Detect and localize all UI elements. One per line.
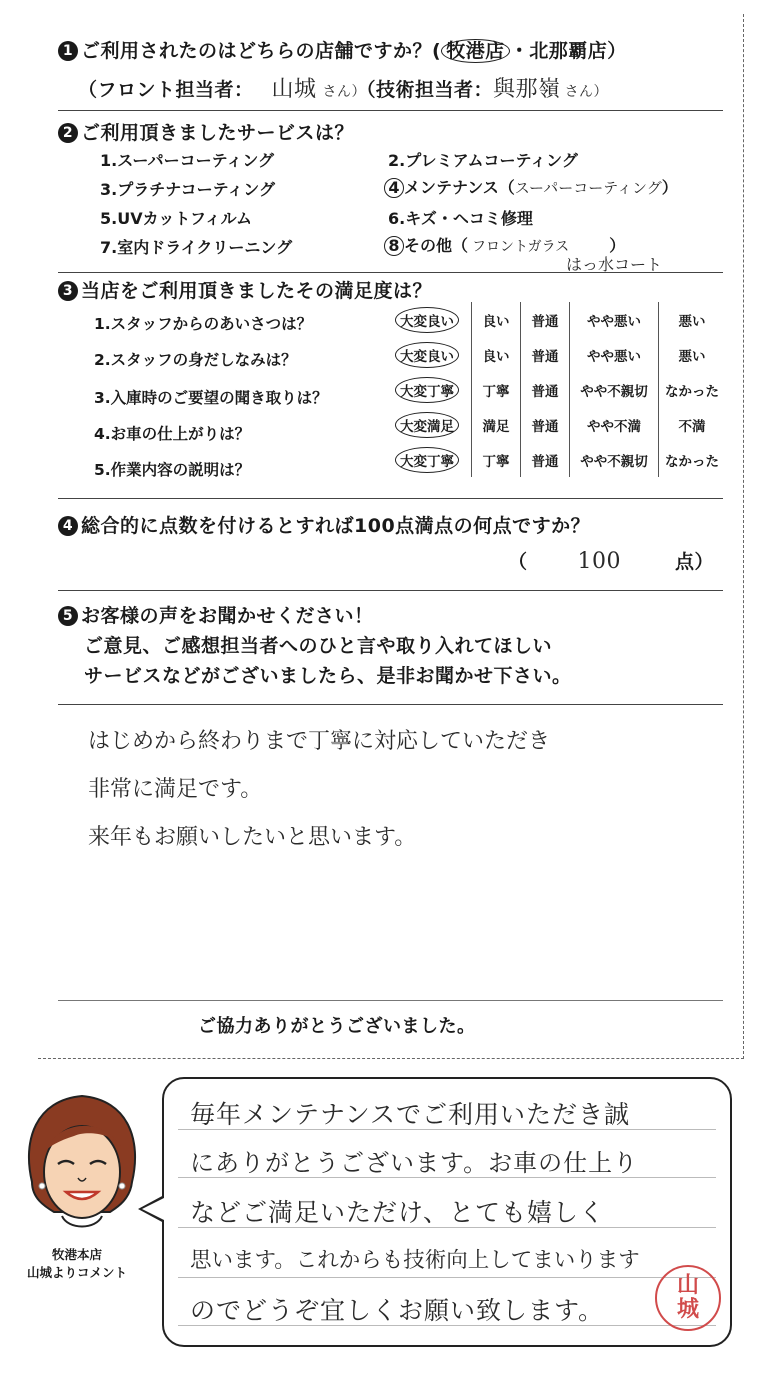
q1-store-other: 北那覇店 [529, 40, 608, 62]
rating-row [383, 407, 725, 442]
front-staff-label: （フロント担当者： [78, 79, 254, 101]
rating-option: やや悪い [570, 302, 659, 337]
divider [58, 590, 723, 591]
rating-option: 不満 [659, 407, 726, 442]
q1-question: ご利用されたのはどちらの店舗ですか？( [81, 40, 442, 62]
divider [58, 704, 723, 705]
rating-option: なかった [659, 372, 726, 407]
rating-option-selected: 大変良い [395, 342, 459, 368]
speech-bubble-tail-inner [142, 1198, 164, 1220]
service-6: 6.キズ・ヘコミ修理 [388, 209, 533, 228]
service-4: 4 メンテナンス（スーパーコーティング） [384, 175, 678, 198]
front-staff-name: 山城 [271, 77, 317, 102]
q4-answer: （ 100 点） [508, 549, 715, 574]
q4-number-icon: 4 [58, 516, 78, 536]
avatar-caption [12, 1246, 142, 1282]
rating-option: 悪い [659, 337, 726, 372]
tech-staff-san: さん） [564, 84, 609, 100]
tech-staff-name: 與那嶺 [493, 77, 561, 102]
service-8: 8 その他（ フロントガラス ） [384, 233, 625, 256]
rating-option: 良い [472, 337, 521, 372]
rating-option: 普通 [521, 302, 570, 337]
name-seal-stamp [655, 1265, 721, 1331]
rating-option: 丁寧 [472, 372, 521, 407]
rating-option: やや不親切 [570, 372, 659, 407]
q5-answer-line-2: 非常に満足です。 [88, 777, 263, 802]
service-5: 5.UVカットフィルム [100, 209, 253, 228]
rating-option: 悪い [659, 302, 726, 337]
rating-option-selected: 大変丁寧 [395, 377, 459, 403]
q5-line-2: ご意見、ご感想担当者へのひと言や取り入れてほしい [84, 635, 553, 657]
rating-option: 普通 [521, 337, 570, 372]
q1-number-icon: 1 [58, 41, 78, 61]
comment-line-4: 思います。これからも技術向上してまいります [190, 1248, 640, 1273]
staff-avatar [18, 1090, 146, 1240]
comment-bubble [162, 1077, 732, 1347]
rating-row [383, 372, 725, 407]
divider [58, 1000, 723, 1001]
service-8-note: フロントガラス [472, 239, 570, 255]
comment-line-5: のでどうぞ宜しくお願い致します。 [190, 1296, 605, 1325]
q2-number-icon: 2 [58, 123, 78, 143]
q3-number-icon: 3 [58, 281, 78, 301]
rating-option: やや悪い [570, 337, 659, 372]
q3-title [58, 276, 432, 303]
comment-line-3: などご満足いただけ、とても嬉しく [190, 1198, 606, 1227]
q5-number-icon: 5 [58, 606, 78, 626]
q4-title [58, 511, 590, 538]
q1-store-selected: 牧港店 [441, 39, 510, 63]
q1-store-separator: ・ [509, 40, 530, 62]
rating-row [383, 302, 725, 337]
q3-question: 当店をご利用頂きましたその満足度は？ [81, 280, 433, 302]
q5-title [58, 601, 374, 628]
front-staff-san: さん） [322, 84, 367, 100]
avatar-caption-store: 牧港本店 [51, 1247, 102, 1262]
q5-line-3: サービスなどがございましたら、是非お聞かせ下さい。 [84, 665, 572, 687]
divider [58, 110, 723, 111]
rating-option: 普通 [521, 407, 570, 442]
q4-score: 100 [577, 549, 622, 574]
q4-question: 総合的に点数を付けるとすれば100点満点の何点ですか？ [81, 515, 591, 537]
ruled-line [178, 1277, 716, 1278]
rating-option: 丁寧 [472, 442, 521, 477]
rating-label-3: 3.入庫時のご要望の聞き取りは？ [94, 389, 328, 407]
divider [58, 272, 723, 273]
divider [58, 498, 723, 499]
comment-line-1: 毎年メンテナンスでご利用いただき誠 [190, 1100, 631, 1129]
tech-staff-label: （技術担当者： [366, 79, 494, 101]
rating-option: なかった [659, 442, 726, 477]
rating-option: 満足 [472, 407, 521, 442]
rating-table [383, 302, 725, 477]
service-7: 7.室内ドライクリーニング [100, 238, 293, 257]
rating-label-2: 2.スタッフの身だしなみは？ [94, 351, 297, 369]
rating-option-selected: 大変良い [395, 307, 459, 333]
q2-title [58, 118, 354, 145]
service-8-note-2: はっ水コート [566, 255, 663, 274]
rating-option: やや不親切 [570, 442, 659, 477]
rating-label-4: 4.お車の仕上がりは？ [94, 425, 251, 443]
service-2: 2.プレミアムコーティング [388, 151, 578, 170]
q5-answer-line-1: はじめから終わりまで丁寧に対応していただき [88, 729, 551, 754]
service-8-circled-number: 8 [384, 236, 404, 256]
avatar-caption-comment: 山城よりコメント [26, 1265, 127, 1280]
q1-staff-line [78, 72, 608, 103]
rating-option-selected: 大変丁寧 [395, 447, 459, 473]
seal-text: 山 城 [676, 1272, 699, 1322]
survey-card [38, 14, 744, 1059]
rating-option: 普通 [521, 372, 570, 407]
q1-title [58, 36, 627, 63]
q5-question: お客様の声をお聞かせください！ [81, 605, 374, 627]
service-3: 3.プラチナコーティング [100, 180, 275, 199]
rating-row [383, 442, 725, 477]
rating-row [383, 337, 725, 372]
q5-answer-line-3: 来年もお願いしたいと思います。 [88, 825, 417, 850]
rating-option-selected: 大変満足 [395, 412, 459, 438]
comment-line-2: にありがとうございます。お車の仕上り [190, 1149, 639, 1177]
service-1: 1.スーパーコーティング [100, 151, 275, 170]
service-4-circled-number: 4 [384, 178, 404, 198]
thanks-text: ご協力ありがとうございました。 [198, 1016, 476, 1037]
rating-option: やや不満 [570, 407, 659, 442]
rating-label-1: 1.スタッフからのあいさつは？ [94, 315, 313, 333]
q2-question: ご利用頂きましたサービスは？ [81, 122, 355, 144]
rating-option: 普通 [521, 442, 570, 477]
rating-option: 良い [472, 302, 521, 337]
q1-close: ） [607, 40, 627, 62]
service-4-note: スーパーコーティング [514, 179, 662, 197]
rating-label-5: 5.作業内容の説明は？ [94, 461, 251, 479]
